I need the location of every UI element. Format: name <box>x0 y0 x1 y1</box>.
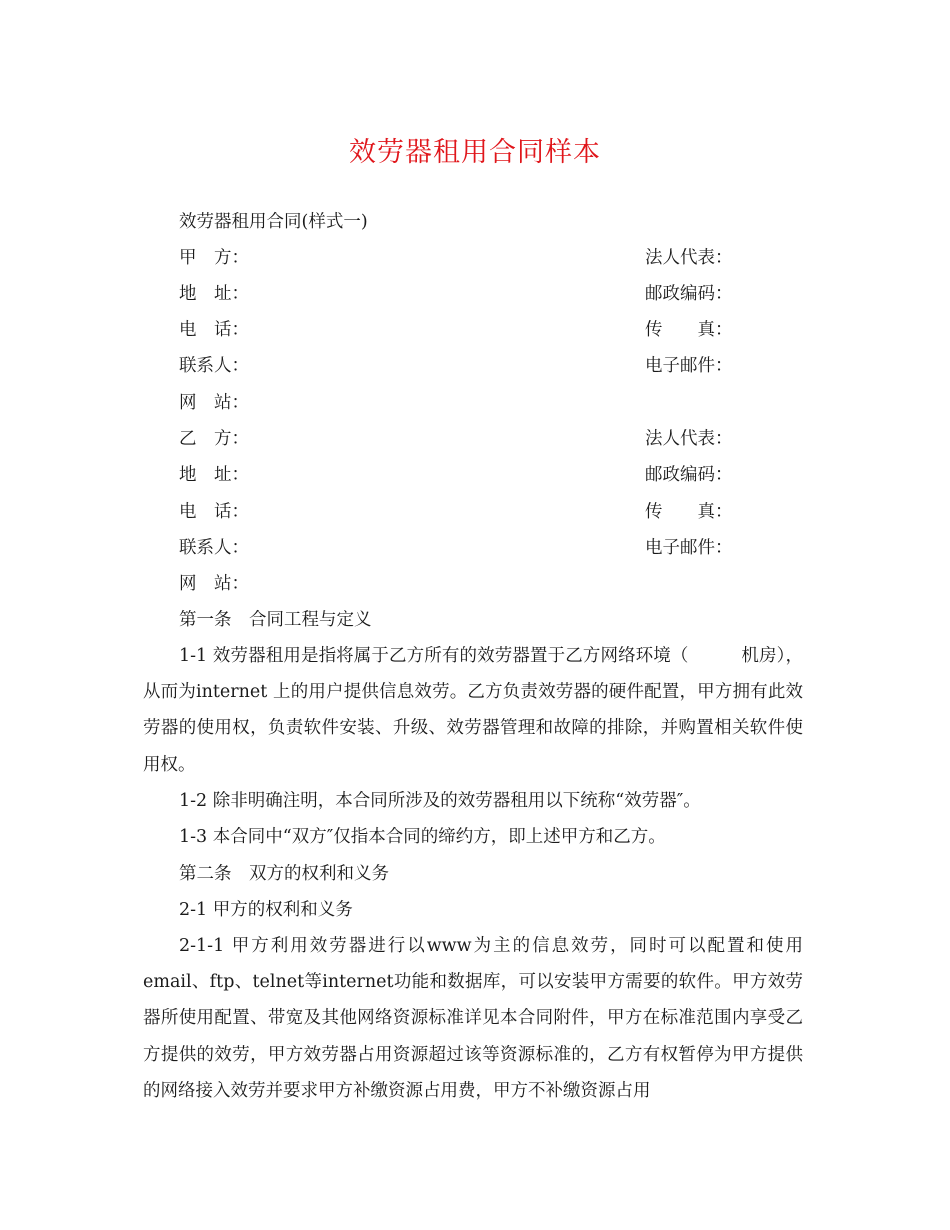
party-b-fax-label: 传 真： <box>645 502 733 522</box>
clause-2-1: 2-1 甲方的权利和义务 <box>179 900 353 920</box>
clause-2-1-1: 2-1-1 甲方利用效劳器进行以www为主的信息效劳，同时可以配置和使用email、ftp、telnet等internet功能和数据库，可以安装甲方需要的软件。甲方效劳器所使用配置、带宽及其他网络资源标准详见本合同附件，甲方在标准范围内享受乙方提供的效劳，甲方效劳器占用资源超过该等资源标准的，乙方有权暂停为甲方提供的网络接入效劳并要求甲方补缴资源占用费，甲方不补缴资源占用 <box>143 936 803 1101</box>
party-a-website-label: 网 站： <box>179 393 249 413</box>
party-a-fax-label: 传 真： <box>645 320 733 340</box>
clause-1-2: 1-2 除非明确注明，本合同所涉及的效劳器租用以下统称“效劳器″。 <box>179 791 701 811</box>
party-b-postcode-label: 邮政编码： <box>645 465 733 485</box>
party-a-email-label: 电子邮件： <box>645 356 733 376</box>
clause-1-1: 1-1 效劳器租用是指将属于乙方所有的效劳器置于乙方网络环境（ 机房），从而为internet 上的用户提供信息效劳。乙方负责效劳器的硬件配置，甲方拥有此效劳器的使用权，负责软件安装、升级、效劳器管理和故障的排除，并购置相关软件使用权。 <box>143 646 803 775</box>
party-a-phone-label: 电 话： <box>179 320 249 340</box>
party-b-address-label: 地 址： <box>179 465 249 485</box>
party-b-rep-label: 法人代表： <box>645 429 733 449</box>
party-b-contact-label: 联系人： <box>179 538 249 558</box>
party-b-email-label: 电子邮件： <box>645 538 733 558</box>
clause-1-3: 1-3 本合同中“双方″仅指本合同的缔约方，即上述甲方和乙方。 <box>179 827 666 847</box>
party-a-postcode-label: 邮政编码： <box>645 284 733 304</box>
party-b-name-label: 乙 方： <box>179 429 249 449</box>
article-2-heading: 第二条 双方的权利和义务 <box>179 864 389 884</box>
party-a-name-label: 甲 方： <box>179 248 249 268</box>
party-a-rep-label: 法人代表： <box>645 248 733 268</box>
article-1-heading: 第一条 合同工程与定义 <box>179 610 372 630</box>
document-subtitle: 效劳器租用合同(样式一) <box>179 212 368 232</box>
document-title: 效劳器租用合同样本 <box>349 137 601 168</box>
party-a-contact-label: 联系人： <box>179 356 249 376</box>
party-b-phone-label: 电 话： <box>179 502 249 522</box>
party-a-address-label: 地 址： <box>179 284 249 304</box>
party-b-website-label: 网 站： <box>179 574 249 594</box>
